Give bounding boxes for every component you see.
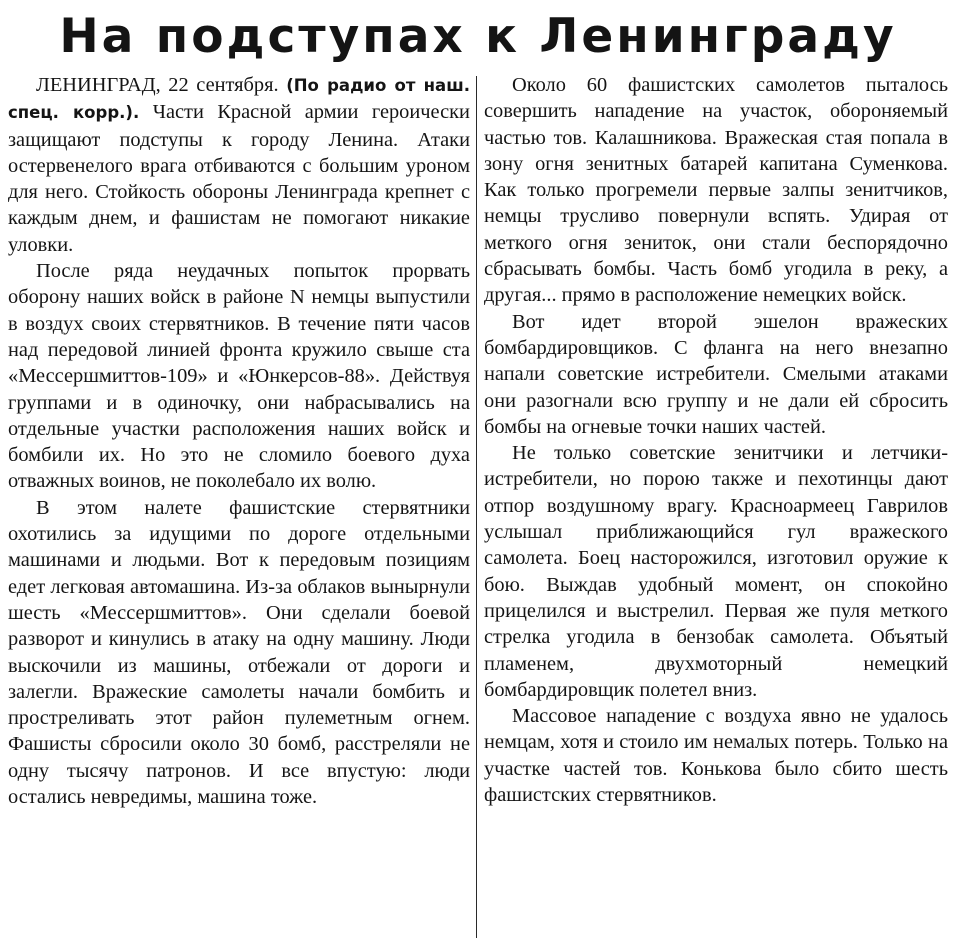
dateline: ЛЕНИНГРАД, 22 сентября. [36,74,279,96]
paragraph [8,72,470,258]
paragraph: После ряда неудачных попыток прорвать оборону наших войск в районе N немцы выпустили в воздух своих стервятников. В течение пяти часов над передовой линией фронта кружило свыше ста «Мессершмиттов-109» и «Юнкерсов-88». Действуя группами и в одиночку, они набрасывались на отдельные участки расположения наших войск и бомбили их. Но это не сломило боевого духа отважных воинов, не поколебало их волю. [8,260,470,493]
right-column [484,72,948,808]
left-column [8,72,470,810]
byline: (По радио от наш. спец. корр.). [8,76,470,123]
paragraph: Около 60 фашистских самолетов пыталось совершить нападение на участок, обороняемый частью тов. Калашникова. Вражеская стая попала в зону огня зенитных батарей капитана Суменкова. Как только прогремели первые залпы зенитчиков, немцы трусливо повернули вспять. Удирая от меткого огня зениток, они стали беспорядочно сбрасывать бомбы. Часть бомб угодила в реку, а другая... прямо в расположение немецких войск. [484,74,948,307]
paragraph-text: Части Красной армии героически защищают подступы к городу Ленина. Атаки остервенелого врага отбиваются с большим уроном для него. Стойкость обороны Ленинграда крепнет с каждым днем, и фашистам не помогают никакие уловки. [8,101,470,256]
article-headline: На подступах к Ленинграду [59,9,897,64]
paragraph: Массовое нападение с воздуха явно не удалось немцам, хотя и стоило им немалых потерь. Только на участке частей тов. Конькова было сбито шесть фашистских стервятников. [484,705,948,807]
paragraph: Вот идет второй эшелон вражеских бомбардировщиков. С фланга на него внезапно напали советские истребители. Смелыми атаками они разогнали всю группу и не дали ей сбросить бомбы на огневые точки наших частей. [484,310,948,438]
paragraph: В этом налете фашистские стервятники охотились за идущими по дороге отдельными машинами и людьми. Вот к передовым позициям едет легковая автомашина. Из-за облаков вынырнули шесть «Мессершмиттов». Они сделали боевой разворот и кинулись в атаку на одну машину. Люди выскочили из машины, отбежали от дороги и залегли. Вражеские самолеты начали бомбить и простреливать этот район пулеметным огнем. Фашисты сбросили около 30 бомб, расстреляли не одну тысячу патронов. И все впустую: люди остались невредимы, машина тоже. [8,496,470,809]
paragraph: Не только советские зенитчики и летчики-истребители, но порою также и пехотинцы дают отпор воздушному врагу. Красноармеец Гаврилов услышал приближающийся гул вражеского самолета. Боец насторожился, изготовил оружие к бою. Выждав удобный момент, он спокойно прицелился и выстрелил. Первая же пуля меткого стрелка угодила в бензобак самолета. Объятый пламенем, двухмоторный немецкий бомбардировщик полетел вниз. [484,442,948,701]
column-divider [476,76,477,938]
